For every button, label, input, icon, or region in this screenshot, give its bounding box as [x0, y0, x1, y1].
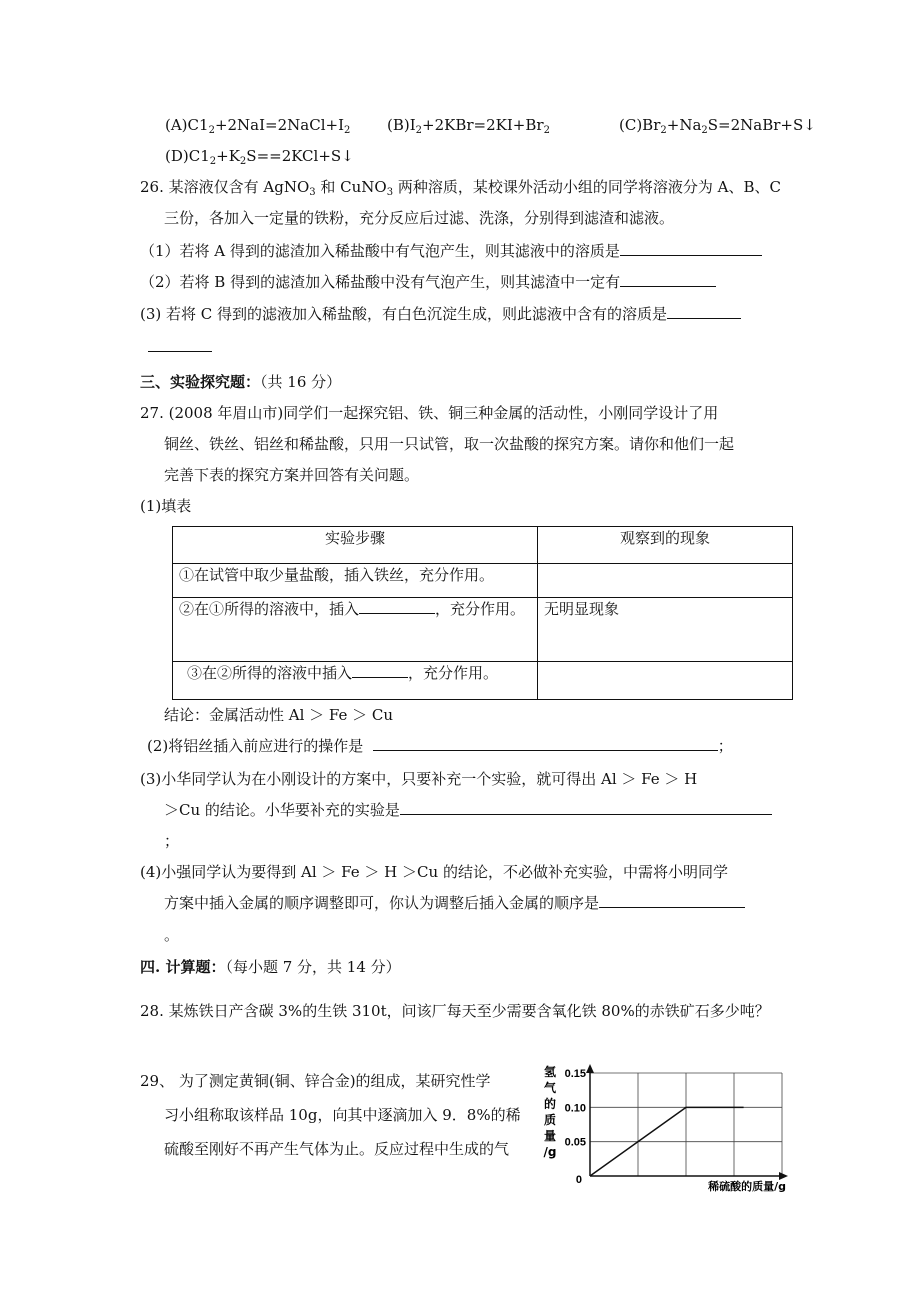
experiment-table: [172, 526, 793, 700]
q26-sub3: (3) 若将 C 得到的滤液加入稀盐酸，有白色沉淀生成，则此滤液中含有的溶质是: [140, 303, 741, 325]
header-observations: 观察到的现象: [538, 527, 793, 564]
y-axis-label-char: 量: [543, 1129, 557, 1143]
q26-line1: 26. 某溶液仅含有 AgNO$_3$ 和 CuNO$_3$ 两种溶质，某校课外活动小组的同学将溶液分为 A、B、C: [140, 178, 781, 198]
step-2: ②在①所得的溶液中，插入 ，充分作用。: [173, 598, 538, 662]
step-1: ①在试管中取少量盐酸，插入铁丝，充分作用。: [173, 564, 538, 598]
y-tick-label: 0.10: [564, 1102, 586, 1115]
table-row: [173, 598, 793, 662]
observation-2: 无明显现象: [538, 598, 793, 662]
q27-sub4-end: 。: [164, 926, 180, 944]
y-axis-label-char: 质: [543, 1113, 557, 1127]
q28-text: 28. 某炼铁日产含碳 3%的生铁 310t，问该厂每天至少需要含氧化铁 80%的赤铁矿石多少吨？: [140, 1002, 770, 1020]
grid: [590, 1073, 782, 1176]
q27-line2: 铜丝、铁丝、铝丝和稀盐酸，只用一只试管，取一次盐酸的探究方案。请你和他们一起: [164, 435, 735, 453]
y-axis-title: [544, 1064, 557, 1159]
y-axis-label-char: 氢: [543, 1065, 557, 1079]
section-4-heading: 四. 计算题：（每小题 7 分，共 14 分）: [140, 958, 401, 976]
q27-sub3-line2: ＞Cu 的结论。小华要补充的实验是: [164, 799, 772, 821]
q27-line1: 27. (2008 年眉山市)同学们一起探究铝、铁、铜三种金属的活动性，小刚同学设计了用: [140, 404, 719, 422]
answer-blank[interactable]: [352, 662, 408, 678]
y-axis-label-char: /g: [543, 1145, 557, 1159]
q27-sub3-end: ；: [164, 832, 180, 850]
y-tick-label: 0.05: [564, 1136, 586, 1149]
q26-sub2: （2）若将 B 得到的滤渣加入稀盐酸中没有气泡产生，则其滤渣中一定有: [140, 271, 716, 293]
y-tick-label: 0.15: [564, 1068, 586, 1080]
answer-blank[interactable]: [667, 303, 741, 319]
q27-sub4-line1: (4)小强同学认为要得到 Al ＞ Fe ＞ H ＞Cu 的结论，不必做补充实验，中需将小明同学: [140, 863, 728, 881]
q27-sub2: (2)将铝丝插入前应进行的操作是 ；: [147, 737, 733, 755]
y-axis-arrow: [586, 1064, 594, 1073]
q27-conclusion: 结论：金属活动性 Al ＞ Fe ＞ Cu: [164, 706, 394, 724]
option-d: $(D)C1_2+K_2S==2KCl+S↓$: [165, 147, 354, 167]
q26-sub1: （1）若将 A 得到的滤渣加入稀盐酸中有气泡产生，则其滤液中的溶质是: [140, 240, 762, 262]
q29-line2: 习小组称取该样品 10g，向其中逐滴加入 9．8%的稀: [164, 1106, 521, 1124]
option-c: $(C)Br_2+Na_2S=2NaBr+S↓$: [619, 116, 816, 136]
answer-blank-continued[interactable]: [148, 336, 212, 352]
header-steps: 实验步骤: [173, 527, 538, 564]
hydrogen-mass-chart: [530, 1058, 800, 1193]
option-b: $(B)I_2+2KBr=2KI+Br_2$: [387, 116, 550, 136]
table-row: [173, 564, 793, 598]
answer-blank[interactable]: [373, 735, 718, 751]
step-3: ③在②所得的溶液中插入 ，充分作用。: [173, 662, 538, 700]
answer-blank[interactable]: [359, 598, 435, 614]
q27-sub3-line1: (3)小华同学认为在小刚设计的方案中，只要补充一个实验，就可得出 Al ＞ Fe ＞ H: [140, 770, 698, 788]
x-axis-arrow: [779, 1172, 788, 1180]
q27-fill-label: (1)填表: [140, 497, 192, 515]
observation-1[interactable]: [538, 564, 793, 598]
y-axis-label-char: 气: [543, 1081, 557, 1095]
q26-line2: 三份，各加入一定量的铁粉，充分反应后过滤、洗涤，分别得到滤渣和滤液。: [164, 209, 675, 227]
observation-3[interactable]: [538, 662, 793, 700]
y-axis-label-char: 的: [543, 1097, 557, 1111]
q29-line1: 29、 为了测定黄铜(铜、锌合金)的组成，某研究性学: [140, 1072, 491, 1090]
answer-blank[interactable]: [599, 892, 745, 908]
q29-line3: 硫酸至刚好不再产生气体为止。反应过程中生成的气: [164, 1140, 510, 1158]
table-header-row: [173, 527, 793, 564]
x-axis-label: 稀硫酸的质量/g: [708, 1180, 786, 1193]
q27-sub4-line2: 方案中插入金属的顺序调整即可，你认为调整后插入金属的顺序是: [164, 892, 745, 914]
answer-blank[interactable]: [620, 240, 762, 256]
answer-blank[interactable]: [400, 799, 772, 815]
origin-label: 0: [575, 1174, 582, 1186]
section-3-heading: 三、实验探究题：（共 16 分）: [140, 373, 342, 391]
table-row: [173, 662, 793, 700]
option-a: $(A)C1_2+2NaI=2NaCl+I_2$: [165, 116, 351, 136]
answer-blank[interactable]: [620, 271, 716, 287]
q27-line3: 完善下表的探究方案并回答有关问题。: [164, 466, 420, 484]
